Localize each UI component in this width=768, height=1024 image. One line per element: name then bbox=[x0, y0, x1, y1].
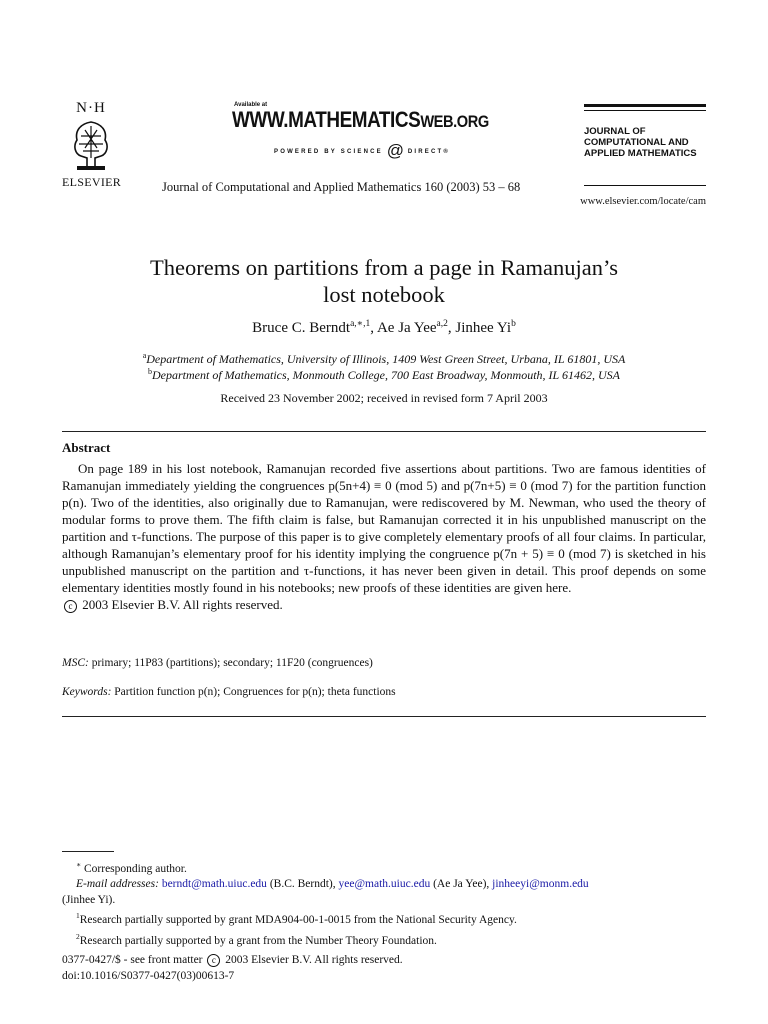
footnote-rule bbox=[62, 851, 114, 852]
received-dates: Received 23 November 2002; received in revised form 7 April 2003 bbox=[220, 391, 548, 405]
footnote-corresponding: ∗ Corresponding author. bbox=[76, 860, 187, 875]
publisher-mark: N·H bbox=[76, 100, 106, 116]
copyright-icon: c bbox=[64, 600, 77, 613]
footnote-1: $^1$Research partially supported by grant MDA904-00-1-0015 from the National Security Agency. bbox=[76, 911, 517, 927]
journal-title-box bbox=[584, 104, 706, 186]
footnotes bbox=[62, 857, 706, 949]
footnote-emails: E-mail addresses: berndt@math.uiuc.edu (B.C. Berndt), yee@math.uiuc.edu (Ae Ja Yee), jinheeyi@monm.edu bbox=[76, 878, 589, 891]
doi: doi:10.1016/S0377-0427(03)00613-7 bbox=[62, 970, 235, 982]
affiliation: $^a$Department of Mathematics, University of Illinois, 1409 West Green Street, Urbana, IL 61801, USA bbox=[142, 351, 626, 366]
powered-by-sciencedirect: POWERED BY SCIENCE @ DIRECT® bbox=[274, 141, 451, 160]
publisher-name: ELSEVIER bbox=[62, 175, 122, 189]
site-name: WWW.MATHEMATICSWEB.ORG bbox=[232, 107, 489, 132]
north-holland-logo bbox=[62, 100, 120, 190]
mathematicsweb-logo bbox=[232, 102, 489, 161]
email-link[interactable]: yee@math.uiuc.edu bbox=[338, 878, 431, 891]
footnote-2: $^2$Research partially supported by a grant from the Number Theory Foundation. bbox=[76, 931, 437, 947]
paper-title: Theorems on partitions from a page in Ramanujan’s lost notebook bbox=[149, 255, 618, 307]
copyright-icon: c bbox=[207, 954, 220, 967]
divider bbox=[62, 716, 706, 717]
abstract-heading: Abstract bbox=[62, 440, 111, 455]
keywords: Keywords: Partition function p(n); Congruences for p(n); theta functions bbox=[62, 686, 396, 698]
journal-url[interactable]: www.elsevier.com/locate/cam bbox=[580, 196, 706, 207]
footnote-emails-cont: (Jinhee Yi). bbox=[62, 893, 116, 906]
email-link[interactable]: berndt@math.uiuc.edu bbox=[161, 878, 267, 891]
author-name: Bruce C. Berndt bbox=[252, 320, 351, 336]
divider bbox=[62, 431, 706, 432]
author-name: Ae Ja Yee bbox=[376, 320, 437, 336]
email-link[interactable]: jinheeyi@monm.edu bbox=[492, 878, 589, 891]
msc-classification: MSC: primary; 11P83 (partitions); secondary; 11F20 (congruences) bbox=[62, 657, 373, 669]
elsevier-tree-icon bbox=[69, 118, 113, 172]
journal-name: JOURNAL OF COMPUTATIONAL AND APPLIED MATHEMATICS bbox=[584, 126, 697, 159]
affiliation: $^b$Department of Mathematics, Monmouth College, 700 East Broadway, Monmouth, IL 61462, USA bbox=[148, 367, 620, 382]
author-list: Bruce C. Berndt$^{a,∗,1}$, Ae Ja Yee$^{a,2}$, Jinhee Yi$^b$ bbox=[252, 319, 516, 336]
journal-citation: Journal of Computational and Applied Mathematics 160 (2003) 53 – 68 bbox=[162, 180, 521, 194]
author-name: Jinhee Yi bbox=[455, 320, 512, 336]
abstract-copyright: c 2003 Elsevier B.V. All rights reserved. bbox=[62, 596, 706, 613]
issn-line: 0377-0427/$ - see front matter c 2003 Elsevier B.V. All rights reserved. bbox=[62, 954, 403, 966]
abstract-body bbox=[62, 460, 706, 613]
at-icon: @ bbox=[386, 141, 404, 160]
front-matter bbox=[62, 952, 403, 984]
available-at-label: Available at bbox=[234, 102, 268, 108]
abstract-paragraph: On page 189 in his lost notebook, Ramanujan recorded five assertions about partitions. Two are famous identities of Ramanujan immediately yielding the congruences p(5n+4) ≡ 0 (mod 5) and p(7n+5) ≡ 0 (mod 7) for the partition function p(n). Two of the identities, also originally due to Ramanujan, were rediscovered by M. Newman, who used the theory of modular forms to prove them. The fifth claim is false, but Ramanujan corrected it in his unpublished manuscript on the partition and τ-functions. The purpose of this paper is to give completely elementary proofs of all four claims. In particular, although Ramanujan’s elementary proof for his identity implying the congruence p(7n + 5) ≡ 0 (mod 7) is sketched in his unpublished manuscript on the partition and τ-functions, it has never been given in detail. This proof depends on some elementary identities mostly found in his notebooks; new proofs of these identities are given here. bbox=[62, 461, 706, 595]
